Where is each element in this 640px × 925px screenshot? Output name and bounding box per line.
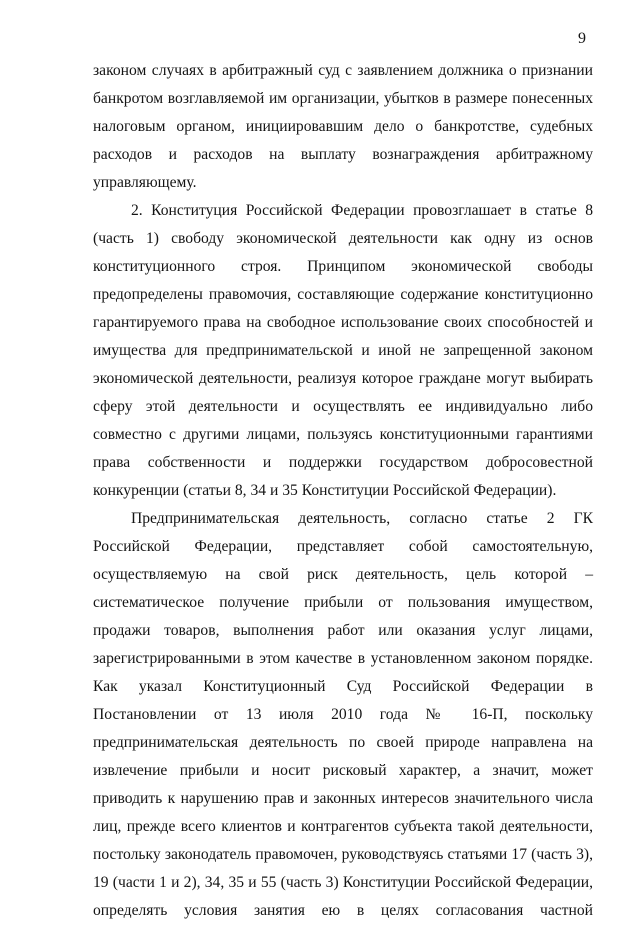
text-line: сферу этой деятельности и осуществлять ее индивидуально либо xyxy=(93,398,593,415)
text-line: имущества для предпринимательской и иной не запрещенной законом xyxy=(93,342,593,359)
text-line: осуществляемую на свой риск деятельность, цель которой – xyxy=(93,566,593,583)
paragraph-1 xyxy=(93,57,593,197)
text-line: экономической деятельности, реализуя которое граждане могут выбирать xyxy=(93,370,593,387)
text-line: извлечение прибыли и носит рисковый характер, а значит, может xyxy=(93,762,593,779)
text-line: гарантируемого права на свободное использование своих способностей и xyxy=(93,314,593,331)
text-line: лиц, прежде всего клиентов и контрагентов субъекта такой деятельности, xyxy=(93,818,593,835)
text-line: зарегистрированными в этом качестве в установленном законом порядке. xyxy=(93,650,593,667)
paragraph-3 xyxy=(93,505,593,925)
text-line: конституционного строя. Принципом экономической свободы xyxy=(93,258,593,275)
text-line: продажи товаров, выполнения работ или оказания услуг лицами, xyxy=(93,622,593,639)
page-number: 9 xyxy=(578,30,586,47)
text-line: Постановлении от 13 июля 2010 года № 16-П, поскольку xyxy=(93,706,593,723)
text-line: Российской Федерации, представляет собой самостоятельную, xyxy=(93,538,593,555)
text-line: совместно с другими лицами, пользуясь конституционными гарантиями xyxy=(93,426,593,443)
text-line: управляющему. xyxy=(93,174,197,191)
text-line: законом случаях в арбитражный суд с заявлением должника о признании xyxy=(93,62,593,79)
text-line: 19 (части 1 и 2), 34, 35 и 55 (часть 3) Конституции Российской Федерации, xyxy=(93,874,593,891)
text-line: предопределены правомочия, составляющие содержание конституционно xyxy=(93,286,593,303)
text-line: приводить к нарушению прав и законных интересов значительного числа xyxy=(93,790,593,807)
text-line: систематическое получение прибыли от пользования имуществом, xyxy=(93,594,593,611)
document-body xyxy=(93,57,593,925)
text-line: банкротом возглавляемой им организации, убытков в размере понесенных xyxy=(93,90,593,107)
text-line: предпринимательская деятельность по своей природе направлена на xyxy=(93,734,593,751)
text-line: (часть 1) свободу экономической деятельности как одну из основ xyxy=(93,230,593,247)
text-line: 2. Конституция Российской Федерации провозглашает в статье 8 xyxy=(131,202,593,219)
text-line: права собственности и поддержки государством добросовестной xyxy=(93,454,593,471)
text-line: расходов и расходов на выплату вознаграждения арбитражному xyxy=(93,146,593,163)
paragraph-2 xyxy=(93,197,593,505)
text-line: Предпринимательская деятельность, согласно статье 2 ГК xyxy=(131,510,593,527)
text-line: налоговым органом, инициировавшим дело о банкротстве, судебных xyxy=(93,118,593,135)
text-line: конкуренции (статьи 8, 34 и 35 Конституции Российской Федерации). xyxy=(93,482,557,499)
text-line: определять условия занятия ею в целях согласования частной xyxy=(93,902,593,919)
text-line: Как указал Конституционный Суд Российской Федерации в xyxy=(93,678,593,695)
text-line: постольку законодатель правомочен, руководствуясь статьями 17 (часть 3), xyxy=(93,846,593,863)
